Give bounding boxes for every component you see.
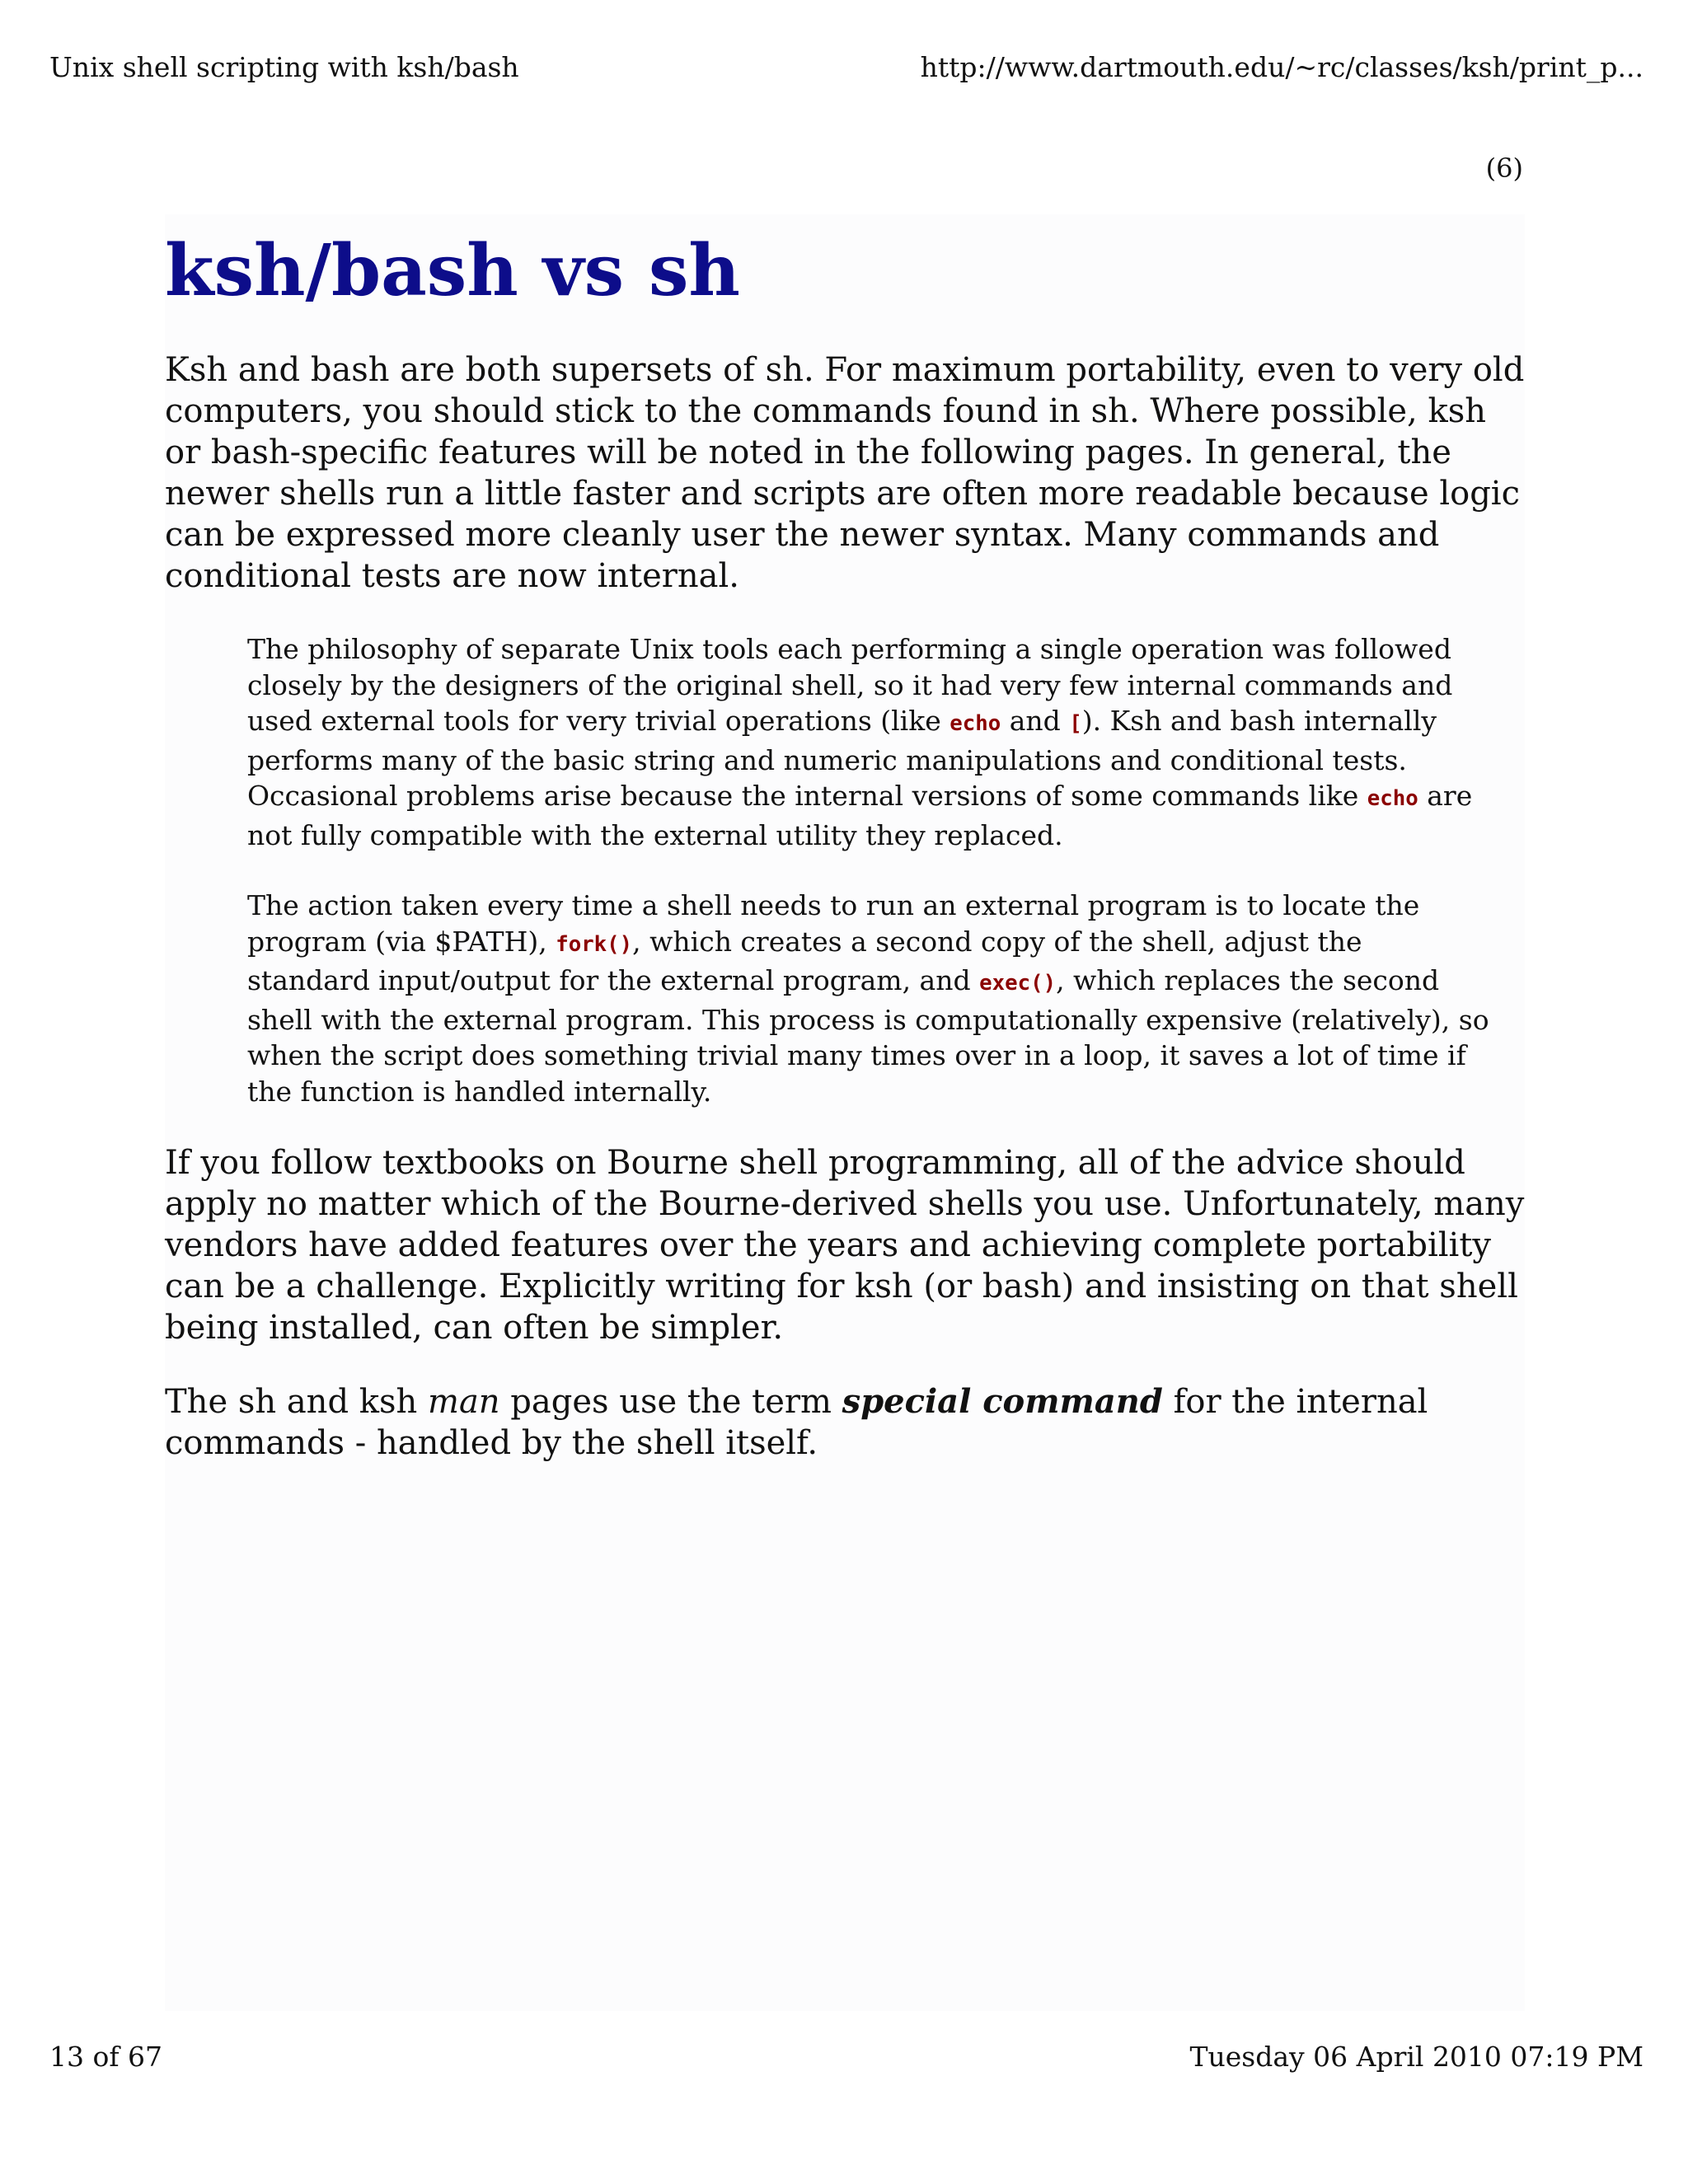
code-fork: fork() bbox=[556, 931, 633, 957]
page-content bbox=[165, 214, 1525, 2011]
print-footer-datetime: Tuesday 06 April 2010 07:19 PM bbox=[1189, 2041, 1643, 2073]
indented-block bbox=[247, 631, 1492, 1109]
man-term: man bbox=[428, 1383, 500, 1421]
code-bracket: [ bbox=[1069, 711, 1082, 736]
print-header-url: http://www.dartmouth.edu/~rc/classes/ksh/print_p... bbox=[920, 51, 1643, 83]
external-program-paragraph: The action taken every time a shell needs to run an external program is to locate the program (via $PATH), fork(), which creates a second copy of the shell, adjust the standard input/output for the external program, and exec(), which replaces the second shell with the external program. This process is computationally expensive (relatively), so when the script does something trivial many times over in a loop, it saves a lot of time if the function is handled internally. bbox=[247, 889, 1489, 1108]
advice-paragraph: If you follow textbooks on Bourne shell programming, all of the advice should apply no matter which of the Bourne-derived shells you use. Unfortunately, many vendors have added features over the years and achieving complete portability can be a challenge. Explicitly writing for ksh (or bash) and insisting on that shell being installed, can often be simpler. bbox=[165, 1144, 1525, 1347]
special-command-term: special command bbox=[842, 1382, 1163, 1421]
page-title: ksh/bash vs sh bbox=[165, 229, 740, 312]
code-echo: echo bbox=[950, 711, 1001, 736]
special-command-paragraph: The sh and ksh man pages use the term special command for the internal commands - handled by the shell itself. bbox=[165, 1382, 1428, 1462]
print-footer-page-count: 13 of 67 bbox=[49, 2041, 163, 2073]
code-echo: echo bbox=[1367, 786, 1418, 811]
philosophy-paragraph: The philosophy of separate Unix tools each performing a single operation was followed closely by the designers of the original shell, so it had very few internal commands and used external tools for very trivial operations (like echo and [). Ksh and bash internally performs many of the basic string and numeric manipulations and conditional tests. Occasional problems arise because the internal versions of some commands like echo are not fully compatible with the external utility they replaced. bbox=[247, 633, 1473, 851]
slide-number: (6) bbox=[1485, 152, 1523, 184]
print-header-title: Unix shell scripting with ksh/bash bbox=[49, 51, 519, 83]
intro-paragraph: Ksh and bash are both supersets of sh. For maximum portability, even to very old computers, you should stick to the commands found in sh. Where possible, ksh or bash-specific features will be noted in the following pages. In general, the newer shells run a little faster and scripts are often more readable because logic can be expressed more cleanly user the newer syntax. Many commands and conditional tests are now internal. bbox=[165, 351, 1525, 595]
code-exec: exec() bbox=[979, 971, 1057, 996]
